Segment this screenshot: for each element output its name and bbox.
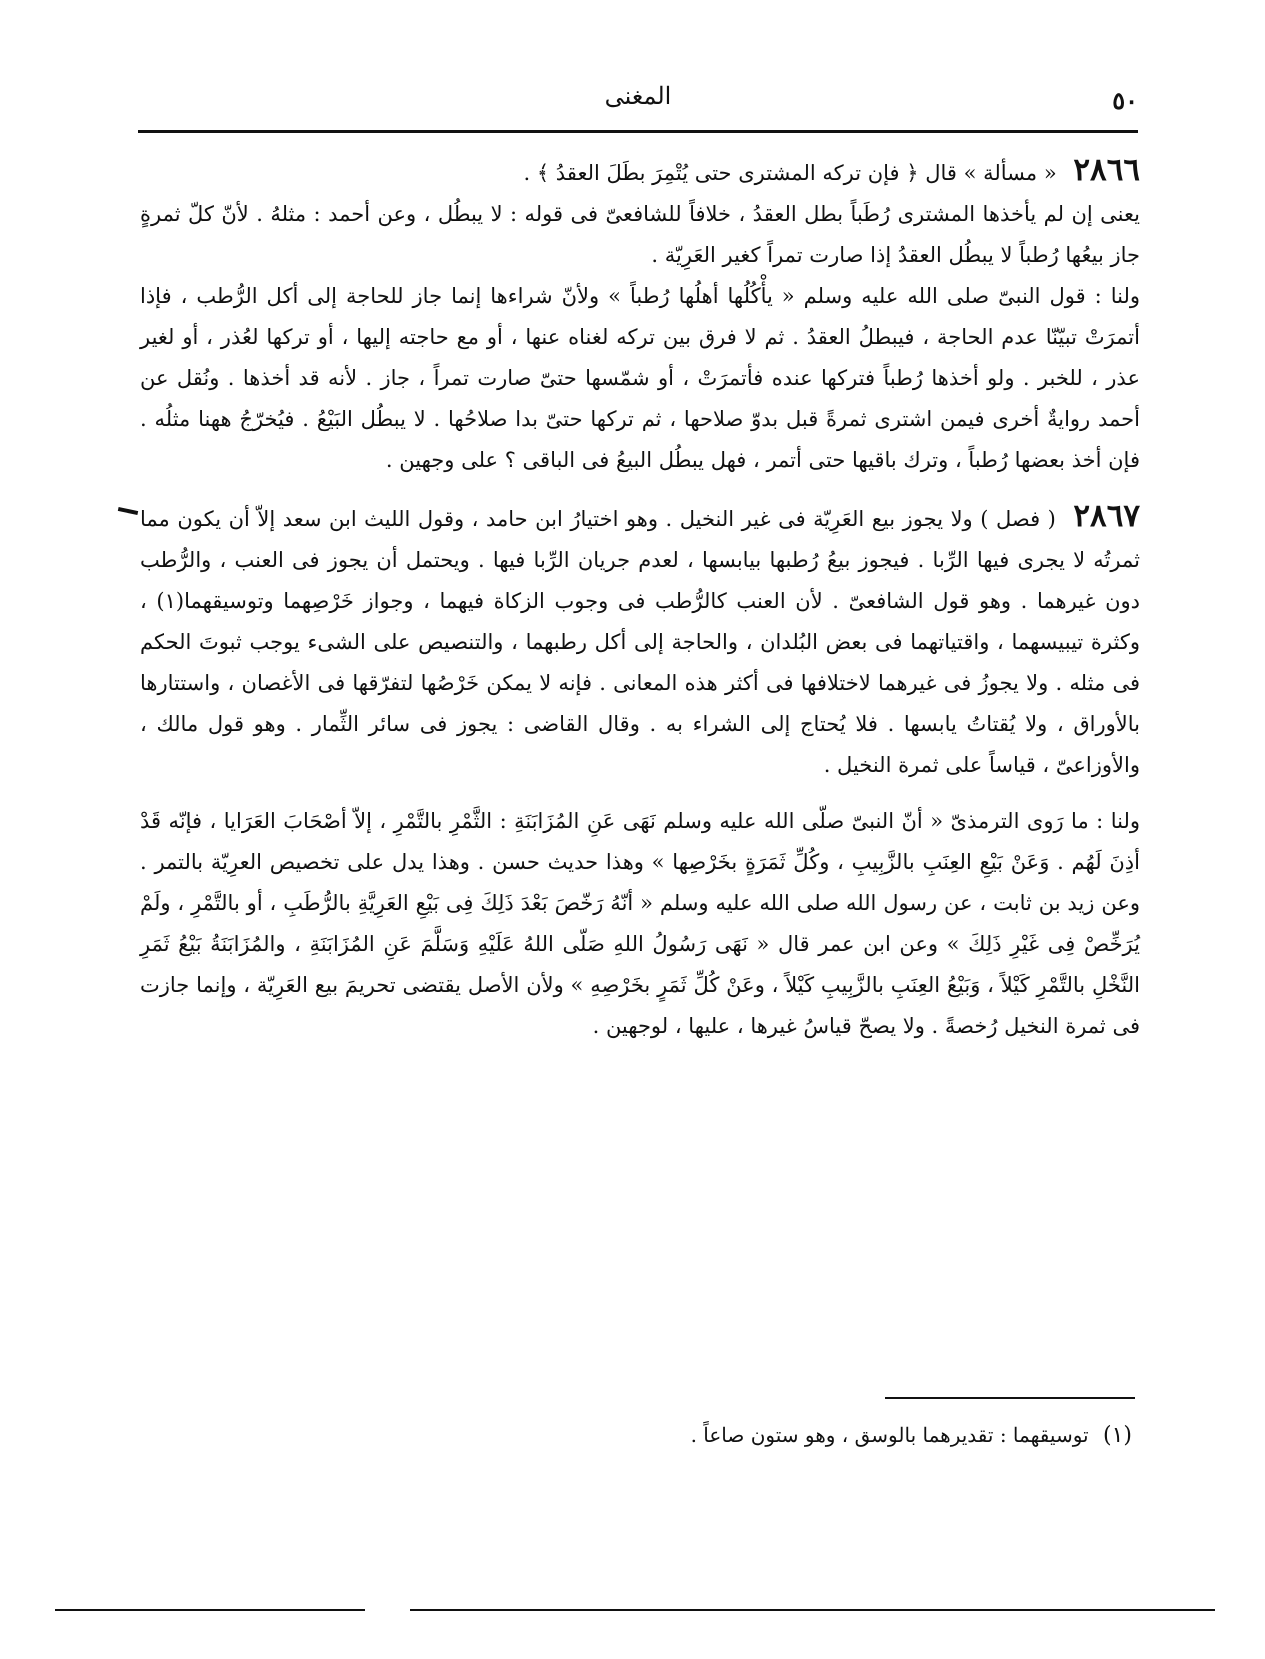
paragraph-text: ولنا : قول النبىّ صلى الله عليه وسلم « يأْكُلُها أهلُها رُطباً » ولأنّ شراءها إنما جاز للحاجة إلى أكل الرُّطب ، فإذا أتمرَتْ تبيّنّا عدم الحاجة ، فيبطلُ العقدُ . ثم لا فرق بين تركه لغناه عنها ، أو مع حاجته إليها ، أو تركها لعُذر ، أو لغير عذر ، للخبر . ولو أخذها رُطباً فتركها عنده فأتمرَتْ ، أو شمّسها حتىّ صارت تمراً ، جاز . لأنه قد أخذها . ونُقل عن أحمد روايةٌ أخرى فيمن اشترى ثمرةً قبل بدوّ صلاحها ، ثم تركها حتىّ بدا صلاحُها . لا يبطُل البَيْعُ . فيُخرّجُ ههنا مثلُه . فإن أخذ بعضها رُطباً ، وترك باقيها حتى أتمر ، فهل يبطُل البيعُ فى الباقى ؟ على وجهين . — [140, 284, 1140, 472]
issue-number: ٢٨٦٦ — [1073, 152, 1140, 188]
running-title: المغنى — [604, 82, 672, 110]
paragraph-text: ولنا : ما رَوى الترمذىّ « أنّ النبىّ صلّى الله عليه وسلم نَهَى عَنِ المُزَابَنَةِ : الثَّمْرِ بالتَّمْرِ ، إلاّ أصْحَابَ العَرَايا ، فإنّه قَدْ أذِنَ لَهُم . وَعَنْ بَيْعِ العِنَبِ بالزَّبِيبِ ، وكُلِّ ثَمَرَةٍ بخَرْصِها » وهذا حديث حسن . وهذا يدل على تخصيص العرِيّة بالتمر . وعن زيد بن ثابت ، عن رسول الله صلى الله عليه وسلم « أنّهُ رَخّصَ بَعْدَ ذَلِكَ فِى بَيْعِ العَرِيَّةِ بالرُّطَبِ ، أو بالتَّمْرِ ، ولَمْ يُرَخِّصْ فِى غَيْرِ ذَلِكَ » وعن ابن عمر قال « نَهَى رَسُولُ اللهِ صَلّى اللهُ عَلَيْهِ وَسَلَّمَ عَنِ المُزَابَنَةِ ، والمُزَابَنَةُ بَيْعُ ثَمَرِ النَّخْلِ بالتَّمْرِ كَيْلاً ، وَبَيْعُ العِنَبِ بالزَّبِيبِ كَيْلاً ، وعَنْ كُلِّ ثَمَرٍ بخَرْصِهِ » ولأن الأصل يقتضى تحريمَ بيع العَرِيّة ، وإنما جازت فى ثمرة النخيل رُخصةً . ولا يصحّ قياسُ غيرها ، عليها ، لوجهين . — [140, 809, 1140, 1038]
paragraph-text: يعنى إن لم يأخذها المشترى رُطَباً بطل العقدُ ، خلافاً للشافعىّ فى قوله : لا يبطُل ، وعن أحمد : مثلهُ . لأنّ كلّ ثمرةٍ جاز بيعُها رُطباً لا يبطُل العقدُ إذا صارت تمراً كغير العَرِيّة . — [140, 202, 1140, 267]
footnote-rule — [885, 1397, 1135, 1399]
margin-mark — [118, 507, 138, 515]
commentary-paragraph — [140, 276, 1140, 481]
footnote — [140, 1419, 1132, 1452]
issue-paragraph — [140, 150, 1140, 194]
footnote-marker: (١) — [1102, 1423, 1132, 1448]
page-number: ٥٠ — [1112, 86, 1138, 115]
header-rule — [138, 130, 1138, 133]
footnote-text: توسيقهما : تقديرهما بالوسق ، وهو ستون صاعاً . — [690, 1423, 1089, 1447]
issue-paragraph — [140, 496, 1140, 786]
paragraph-text: « مسألة » قال ﴿ فإن تركه المشترى حتى يُتْمِرَ بطَلَ العقدُ ﴾ . — [523, 161, 1057, 185]
issue-number: ٢٨٦٧ — [1073, 498, 1140, 534]
commentary-paragraph — [140, 194, 1140, 276]
paragraph-text: ( فصل ) ولا يجوز بيع العَرِيّة فى غير النخيل . وهو اختيارُ ابن حامد ، وقول الليث ابن سعد إلاّ أن يكون مما ثمرتُه لا يجرى فيها الرِّبا . فيجوز بيعُ رُطبها بيابسها ، لعدم جريان الرِّبا فيها . ويحتمل أن يجوز فى العنب ، والرُّطب دون غيرهما . وهو قول الشافعىّ . لأن العنب كالرُّطب فى وجوب الزكاة فيهما ، وجواز خَرْصِهما وتوسيقهما(١) ، وكثرة تيبيسهما ، واقتياتهما فى بعض البُلدان ، والحاجة إلى أكل رطبهما ، والتنصيص على الشىء يوجب ثبوتَ الحكم فى مثله . ولا يجوزُ فى غيرهما لاختلافها فى أكثر هذه المعانى . فإنه لا يمكن خَرْصُها لتفرّقها فى الأغصان ، واستتارها بالأوراق ، ولا يُقتاتُ يابسها . فلا يُحتاج إلى الشراء به . وقال القاضى : يجوز فى سائر الثِّمار . وهو قول مالك ، والأوزاعىّ ، قياساً على ثمرة النخيل . — [140, 507, 1140, 777]
commentary-paragraph — [140, 801, 1140, 1047]
page-header — [138, 78, 1138, 118]
bottom-rule-left — [55, 1609, 365, 1611]
bottom-rule-right — [410, 1609, 1215, 1611]
body-text — [140, 150, 1140, 1047]
